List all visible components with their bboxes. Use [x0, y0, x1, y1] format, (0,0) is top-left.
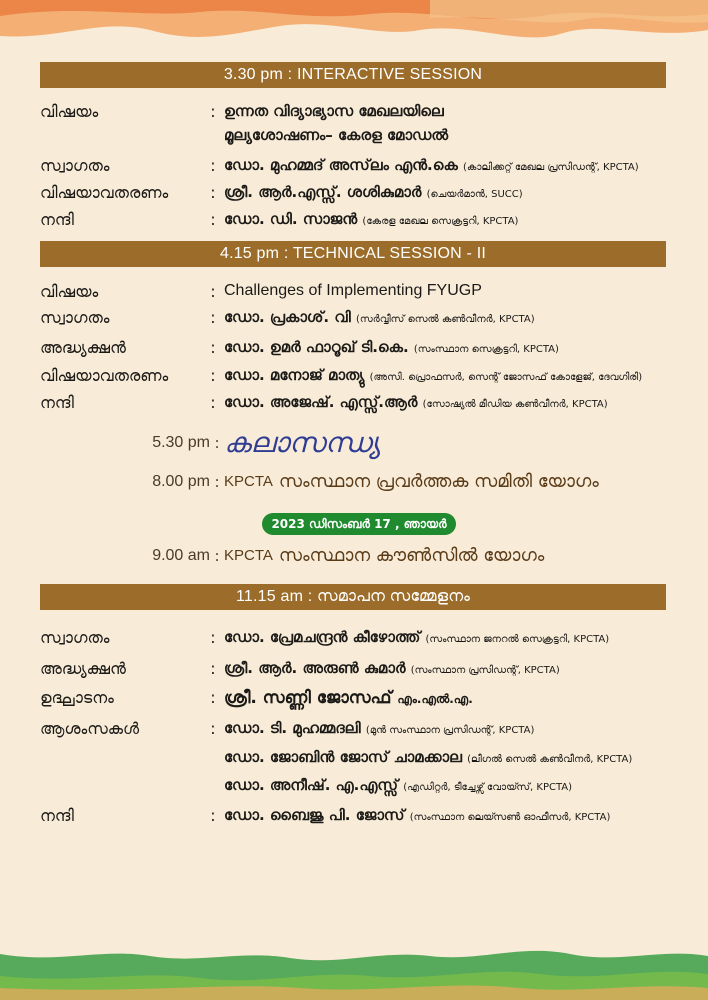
schedule-org: KPCTA: [224, 547, 273, 564]
row-label: നന്ദി: [40, 210, 74, 229]
cultural-evening-title: കലാസന്ധ്യ: [224, 426, 381, 459]
speaker-name: ശ്രീ. ആർ. അരുൺ കുമാർ: [224, 659, 406, 677]
row-colon: :: [210, 806, 216, 825]
row-label: വിഷയാവതരണം: [40, 366, 169, 385]
technical-session-heading: 4.15 pm : TECHNICAL SESSION - II: [40, 241, 666, 267]
row-label: ആശംസകൾ: [40, 719, 140, 738]
technical-thanks-row: [40, 393, 680, 413]
row-colon: :: [210, 183, 216, 202]
row-value: [224, 393, 680, 411]
schedule-org: KPCTA: [224, 473, 273, 490]
speaker-name: ഡോ. ഡി. സാജൻ: [224, 210, 358, 228]
speaker-name: ശ്രീ. ആർ.എസ്സ്. ശശികുമാർ: [224, 183, 422, 201]
row-colon: :: [210, 102, 216, 121]
speaker-role: (കാലിക്കറ്റ് മേഖല പ്രസിഡന്റ്, KPCTA): [462, 162, 639, 173]
speaker-role: (സർവ്വീസ് സെൽ കൺവീനർ, KPCTA): [356, 314, 535, 325]
speaker-name: ഡോ. അനീഷ്. എ.എസ്സ്: [224, 776, 398, 794]
schedule-colon: :: [214, 546, 220, 565]
row-colon: :: [210, 393, 216, 412]
row-colon: :: [210, 156, 216, 175]
interactive-topic-row: [40, 102, 680, 144]
speaker-name: ഡോ. ബൈജു പി. ജോസ്: [224, 806, 405, 824]
schedule-time: 5.30 pm: [152, 434, 210, 451]
speaker-name: ഡോ. മുഹമ്മദ് അസ്‌ലം എൻ.കെ: [224, 156, 458, 174]
schedule-time: 9.00 am: [152, 546, 210, 564]
speaker-role: (സംസ്ഥാന പ്രസിഡന്റ്, KPCTA): [410, 665, 560, 676]
schedule-item-cultural: [130, 426, 380, 460]
speaker-name: ഡോ. പ്രകാശ്. വി: [224, 308, 351, 326]
speaker-role: (സോഷ്യൽ മീഡിയ കൺവീനർ, KPCTA): [422, 399, 608, 410]
row-value: [224, 628, 680, 646]
schedule-colon: :: [214, 472, 220, 491]
row-value: [224, 659, 680, 677]
schedule-title: സംസ്ഥാന പ്രവർത്തക സമിതി യോഗം: [278, 471, 599, 492]
row-value: Challenges of Implementing FYUGP: [224, 282, 482, 299]
row-value: [224, 308, 680, 326]
row-value: [224, 806, 680, 824]
row-label: അദ്ധ്യക്ഷൻ: [40, 338, 126, 357]
row-label: സ്വാഗതം: [40, 308, 110, 327]
topic-line-2: മൂല്യശോഷണം– കേരള മോഡൽ: [224, 126, 449, 144]
row-colon: :: [210, 210, 216, 229]
date-badge: 2023 ഡിസംബർ 17 , ഞായർ: [262, 513, 456, 535]
row-colon: :: [210, 628, 216, 647]
valedictory-welcome-row: [40, 628, 680, 648]
row-value: [224, 183, 680, 201]
felicitation-speaker-2: [224, 748, 632, 766]
schedule-time: 8.00 pm: [152, 472, 210, 490]
speaker-role: (സംസ്ഥാന ലെയ്സൺ ഓഫീസർ, KPCTA): [409, 812, 611, 823]
felicitation-speaker-3: [224, 776, 572, 794]
row-label: അദ്ധ്യക്ഷൻ: [40, 659, 126, 678]
row-colon: :: [210, 688, 216, 707]
row-value: [224, 688, 680, 708]
speaker-name: ഡോ. ഉമർ ഫാറൂഖ് ടി.കെ.: [224, 338, 409, 356]
bottom-paint-decoration: [0, 930, 708, 1000]
valedictory-felicitation-row: [40, 719, 680, 739]
technical-chair-row: [40, 338, 680, 358]
speaker-role: (സംസ്ഥാന സെക്രട്ടറി, KPCTA): [413, 344, 559, 355]
valedictory-inauguration-row: [40, 688, 680, 708]
row-label: നന്ദി: [40, 393, 74, 412]
row-colon: :: [210, 719, 216, 738]
speaker-role: (ചെയർമാൻ, SUCC): [426, 189, 523, 200]
speaker-name: ഡോ. മനോജ് മാത്യു: [224, 366, 365, 384]
speaker-name: ശ്രീ. സണ്ണി ജോസഫ്: [224, 688, 392, 708]
schedule-colon: :: [214, 434, 220, 452]
interactive-session-heading: 3.30 pm : INTERACTIVE SESSION: [40, 62, 666, 88]
speaker-name: ഡോ. അജേഷ്. എസ്സ്.ആർ: [224, 393, 418, 411]
row-label: വിഷയം: [40, 282, 99, 301]
speaker-name: ഡോ. പ്രേമചന്ദ്രൻ കീഴോത്ത്: [224, 628, 421, 646]
top-paint-decoration: [0, 0, 708, 60]
row-label: വിഷയാവതരണം: [40, 183, 169, 202]
interactive-presentation-row: [40, 183, 680, 203]
row-label: ഉദ്ഘാടനം: [40, 688, 114, 707]
speaker-role: (അസി. പ്രൊഫസർ, സെന്റ് ജോസഫ് കോളേജ്, ദേവഗിരി): [369, 372, 643, 383]
interactive-welcome-row: [40, 156, 680, 176]
row-label: നന്ദി: [40, 806, 74, 825]
row-colon: :: [210, 282, 216, 301]
row-label: സ്വാഗതം: [40, 628, 110, 647]
speaker-name: ഡോ. ജോബിൻ ജോസ് ചാമക്കാല: [224, 748, 462, 766]
row-value: [224, 719, 680, 737]
valedictory-thanks-row: [40, 806, 680, 826]
row-colon: :: [210, 338, 216, 357]
row-value: [224, 156, 680, 174]
row-colon: :: [210, 659, 216, 678]
interactive-thanks-row: [40, 210, 680, 230]
row-value: [224, 102, 680, 144]
row-colon: :: [210, 366, 216, 385]
speaker-title: എം.എൽ.എ.: [397, 692, 473, 706]
schedule-title: സംസ്ഥാന കൗൺസിൽ യോഗം: [278, 545, 545, 566]
valedictory-session-heading: 11.15 am : സമാപന സമ്മേളനം: [40, 584, 666, 610]
technical-presentation-row: [40, 366, 680, 386]
row-label: സ്വാഗതം: [40, 156, 110, 175]
row-colon: :: [210, 308, 216, 327]
row-label: വിഷയം: [40, 102, 99, 121]
speaker-role: (സംസ്ഥാന ജനറൽ സെക്രട്ടറി, KPCTA): [425, 634, 610, 645]
schedule-item-executive-meeting: [130, 471, 599, 492]
speaker-role: (എഡിറ്റർ, ടീച്ചേഴ്സ് വോയ്സ്, KPCTA): [403, 782, 573, 793]
speaker-role: (ലീഗൽ സെൽ കൺവീനർ, KPCTA): [467, 754, 633, 765]
technical-welcome-row: [40, 308, 680, 328]
technical-topic-row: [40, 282, 680, 302]
speaker-role: (കേരള മേഖല സെക്രട്ടറി, KPCTA): [362, 216, 519, 227]
row-value: [224, 366, 680, 384]
speaker-name: ഡോ. ടി. മുഹമ്മദലി: [224, 719, 361, 737]
topic-line-1: ഉന്നത വിദ്യാഭ്യാസ മേഖലയിലെ: [224, 102, 444, 120]
schedule-item-council-meeting: [130, 545, 544, 566]
row-value: [224, 338, 680, 356]
speaker-role: (മുൻ സംസ്ഥാന പ്രസിഡന്റ്, KPCTA): [365, 725, 535, 736]
row-value: [224, 210, 680, 228]
valedictory-chair-row: [40, 659, 680, 679]
